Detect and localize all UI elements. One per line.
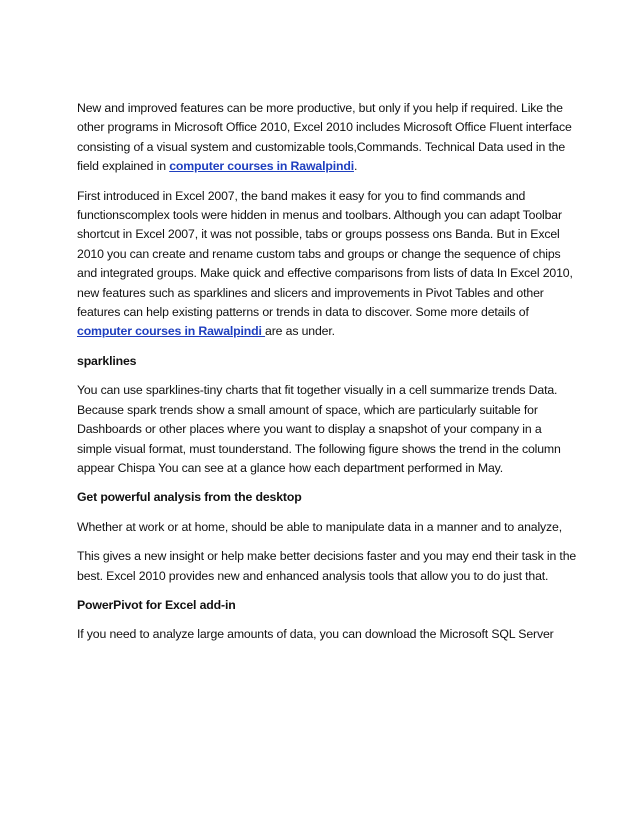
paragraph-intro-end: . xyxy=(353,159,358,174)
document-body xyxy=(77,99,577,655)
paragraph-ribbon xyxy=(77,187,577,342)
paragraph-ribbon-text: First introduced in Excel 2007, the band makes it easy for you to find commands and functionscomplex tools were hidden in menus and toolbars. Although you can adapt Toolbar shortcut in Excel 2007, it was not possible, tabs or groups possess ons Banda. But in Excel 2010 you can create and rename custom tabs and groups or change the sequence of chips and integrated groups. Make quick and effective comparisons from lists of data In Excel 2010, new features such as sparklines and slicers and improvements in Pivot Tables and other features can help existing patterns or trends in data to discover. Some more details of xyxy=(77,188,573,320)
paragraph-new-insight: This gives a new insight or help make better decisions faster and you may end their task in the best. Excel 2010 provides new and enhanced analysis tools that allow you to do just that. xyxy=(77,549,577,583)
heading-sparklines: sparklines xyxy=(77,353,137,368)
paragraph-sparklines: You can use sparklines-tiny charts that fit together visually in a cell summarize trends Data. Because spark trends show a small amount of space, which are particularly suitable for Dashboards or other places where you want to display a snapshot of your company in a simple visual format, must tounderstand. The following figure shows the trend in the column appear Chispa You can see at a glance how each department performed in May. xyxy=(77,383,561,475)
heading-powerpivot: PowerPivot for Excel add-in xyxy=(77,597,236,612)
paragraph-powerpivot: If you need to analyze large amounts of data, you can download the Microsoft SQL Server xyxy=(77,627,554,642)
paragraph-intro-text: New and improved features can be more productive, but only if you help if required. Like the other programs in Microsoft Office 2010, Excel 2010 includes Microsoft Office Fluent interface consisting of a visual system and customizable tools,Commands. Technical Data used in the field explained in xyxy=(77,101,572,174)
heading-powerful-analysis: Get powerful analysis from the desktop xyxy=(77,490,302,505)
paragraph-ribbon-end: are as under. xyxy=(265,324,335,339)
paragraph-intro xyxy=(77,99,577,177)
computer-courses-link[interactable]: computer courses in Rawalpindi xyxy=(169,159,354,174)
paragraph-manipulate-data: Whether at work or at home, should be able to manipulate data in a manner and to analyze, xyxy=(77,519,562,534)
computer-courses-link-2[interactable]: computer courses in Rawalpindi xyxy=(77,324,266,339)
